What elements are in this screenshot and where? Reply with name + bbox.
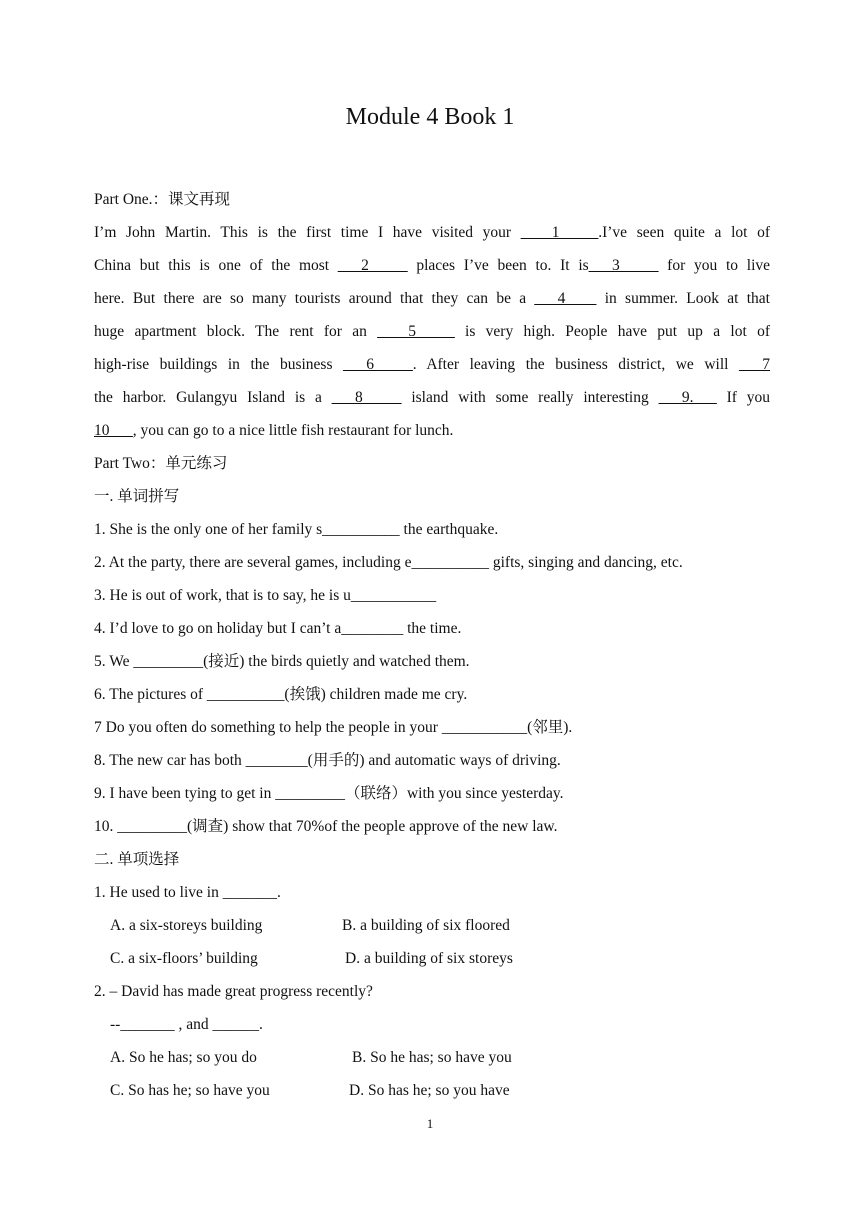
passage-line-3: here. But there are so many tourists around that they can be a ___4____ in summer. Look at that <box>94 290 770 307</box>
spelling-item-9: 9. I have been tying to get in _________（联络）with you since yesterday. <box>94 785 564 802</box>
spelling-item-4: 4. I’d love to go on holiday but I can’t a________ the time. <box>94 620 462 637</box>
option-a: A. So he has; so you do <box>110 1049 257 1066</box>
spelling-item-3: 3. He is out of work, that is to say, he is u___________ <box>94 587 437 604</box>
section-choice-heading: 二. 单项选择 <box>94 851 180 868</box>
spelling-item-5: 5. We _________(接近) the birds quietly and watched them. <box>94 653 470 670</box>
page-number: 1 <box>426 1116 434 1131</box>
question-2-options-ab <box>94 1044 770 1077</box>
spelling-item-2: 2. At the party, there are several games, including e__________ gifts, singing and dancing, etc. <box>94 554 683 571</box>
passage-line-5: high-rise buildings in the business ___6_____. After leaving the business district, we will ___7 <box>94 356 770 373</box>
blank-4: ___4____ <box>534 290 597 307</box>
blank-8: ___8_____ <box>331 389 402 406</box>
spelling-item-6: 6. The pictures of __________(挨饿) children made me cry. <box>94 686 468 703</box>
blank-7: ___7 <box>739 356 770 373</box>
spelling-item-1: 1. She is the only one of her family s__________ the earthquake. <box>94 521 499 538</box>
option-d: D. a building of six storeys <box>345 950 513 967</box>
spelling-item-10: 10. _________(调查) show that 70%of the people approve of the new law. <box>94 818 558 835</box>
question-1-options-ab <box>94 912 770 945</box>
question-1-options-cd <box>94 945 770 978</box>
document-title: Module 4 Book 1 <box>345 104 515 130</box>
question-2-reply: --_______ , and ______. <box>110 1016 263 1033</box>
option-d: D. So has he; so you have <box>349 1082 510 1099</box>
section-spelling-heading: 一. 单词拼写 <box>94 488 180 505</box>
document-body <box>94 186 770 1110</box>
blank-10: 10___ <box>94 422 133 439</box>
part-two-heading: Part Two：单元练习 <box>94 455 228 472</box>
option-b: B. So he has; so have you <box>352 1049 512 1066</box>
passage-line-4: huge apartment block. The rent for an ____5_____ is very high. People have put up a lot of <box>94 323 771 340</box>
question-2-options-cd <box>94 1077 770 1110</box>
blank-6: ___6_____ <box>343 356 413 373</box>
spelling-item-8: 8. The new car has both ________(用手的) and automatic ways of driving. <box>94 752 561 769</box>
blank-2: ___2_____ <box>337 257 408 274</box>
passage-line-7: 10___, you can go to a nice little fish restaurant for lunch. <box>94 422 454 439</box>
spelling-item-7: 7 Do you often do something to help the people in your ___________(邻里). <box>94 719 573 736</box>
option-c: C. So has he; so have you <box>110 1082 270 1099</box>
option-c: C. a six-floors’ building <box>110 950 258 967</box>
question-2-stem: 2. – David has made great progress recently? <box>94 983 373 1000</box>
part-one-heading: Part One.：课文再现 <box>94 191 231 208</box>
passage-line-2: China but this is one of the most ___2_____ places I’ve been to. It is___3_____ for you to live <box>94 257 771 274</box>
blank-3: ___3_____ <box>588 257 659 274</box>
blank-5: ____5_____ <box>377 323 455 340</box>
blank-1: ____1_____ <box>520 224 599 241</box>
passage-line-6: the harbor. Gulangyu Island is a ___8_____ island with some really interesting ___9.___ If you <box>94 389 770 406</box>
blank-9: ___9.___ <box>658 389 717 406</box>
option-a: A. a six-storeys building <box>110 917 263 934</box>
passage-line-1: I’m John Martin. This is the first time I have visited your ____1_____.I’ve seen quite a lot of <box>94 224 770 241</box>
question-1-stem: 1. He used to live in _______. <box>94 884 281 901</box>
option-b: B. a building of six floored <box>342 917 510 934</box>
